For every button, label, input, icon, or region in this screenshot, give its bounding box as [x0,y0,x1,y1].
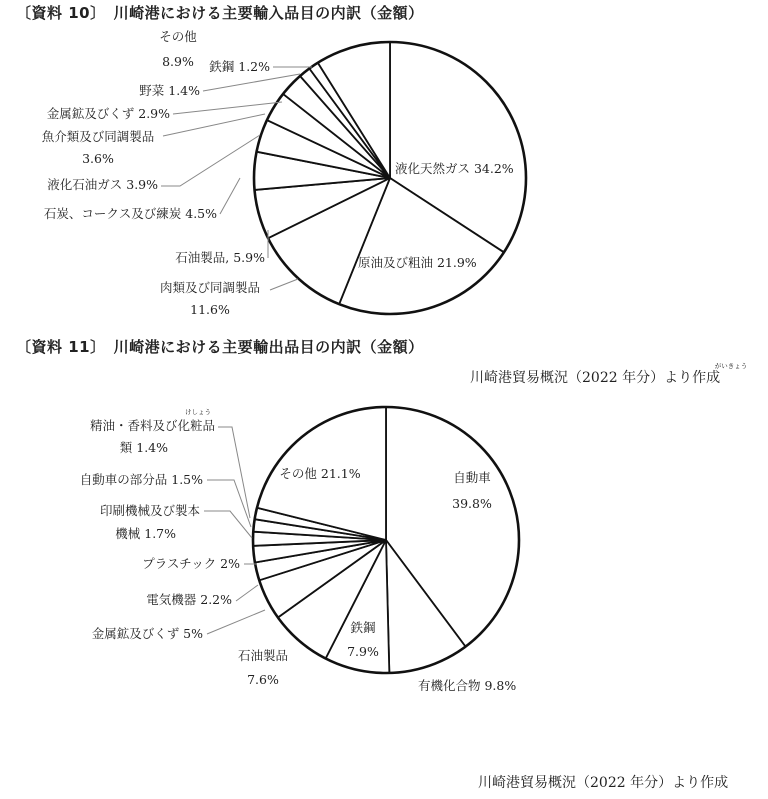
export-slice-label-4-line-1: 石油製品 [237,648,289,663]
import-slice-label-4: 石油製品, 5.9% [175,250,265,265]
import-chart-heading: 〔資料 10〕 川崎港における主要輸入品目の内訳（金額） [16,4,424,22]
export-slice-label-1-line-2: 39.8% [452,496,492,511]
export-chart-heading: 〔資料 11〕 川崎港における主要輸出品目の内訳（金額） [16,338,424,356]
import-leader-line-6 [161,135,260,186]
source-note-2: 川崎港貿易概況（2022 年分）より作成 [478,775,729,791]
import-slice-label-11-line-1: その他 [159,29,197,44]
export-leader-line-8 [204,511,252,538]
export-slice-label-3-line-1: 鉄鋼 [350,620,376,635]
import-slice-label-3-line-1: 肉類及び同調製品 [159,280,261,295]
export-pie-chart [80,407,519,693]
export-slice-label-11: その他 21.1% [279,466,361,481]
export-slice-label-1-line-1: 自動車 [453,470,491,485]
export-slice-label-10-line-2: 類 1.4% [119,440,168,455]
export-slice-label-10-line-1: 精油・香料及び化粧品 [89,418,215,433]
export-slice-label-4-line-2: 7.6% [247,672,279,687]
import-slice-label-1: 液化天然ガス 34.2% [395,161,514,176]
ruby-gaikyo: がいきょう [714,362,748,370]
import-leader-line-3 [270,279,298,290]
export-leader-line-9 [207,480,251,527]
export-leader-line-6 [236,585,258,601]
import-slice-label-8: 金属鉱及びくず 2.9% [46,106,170,121]
ruby-kesho: けしょう [185,408,211,416]
import-slice-label-11-line-2: 8.9% [162,54,194,69]
import-leader-line-5 [220,178,240,214]
export-leader-line-5 [207,610,265,634]
source-note-1: 川崎港貿易概況（2022 年分）より作成 [470,370,721,386]
import-leader-line-9 [203,74,300,91]
import-slice-label-10: 鉄鋼 1.2% [209,59,270,74]
export-slice-label-8-line-2: 機械 1.7% [115,526,176,541]
export-slice-label-6: 電気機器 2.2% [146,592,232,607]
import-slice-label-6: 液化石油ガス 3.9% [47,177,158,192]
import-slice-label-7-line-1: 魚介類及び同調製品 [41,129,155,144]
export-slice-label-2: 有機化合物 9.8% [418,678,517,693]
import-slice-label-7-line-2: 3.6% [82,151,114,166]
import-slice-label-5: 石炭、コークス及び練炭 4.5% [43,206,217,221]
export-slice-label-3-line-2: 7.9% [347,644,379,659]
export-slice-label-5: 金属鉱及びくず 5% [91,626,203,641]
import-slice-label-3-line-2: 11.6% [190,302,230,317]
export-leader-line-10 [218,427,250,518]
import-leader-line-8 [173,102,282,114]
export-slice-label-8-line-1: 印刷機械及び製本 [99,503,200,518]
import-slice-label-9: 野菜 1.4% [139,83,200,98]
import-pie-chart [42,29,526,317]
export-slice-label-9: 自動車の部分品 1.5% [79,472,203,487]
export-slice-label-7: プラスチック 2% [142,556,240,571]
import-leader-line-7 [163,114,265,136]
import-slice-label-2: 原油及び粗油 21.9% [358,255,477,270]
